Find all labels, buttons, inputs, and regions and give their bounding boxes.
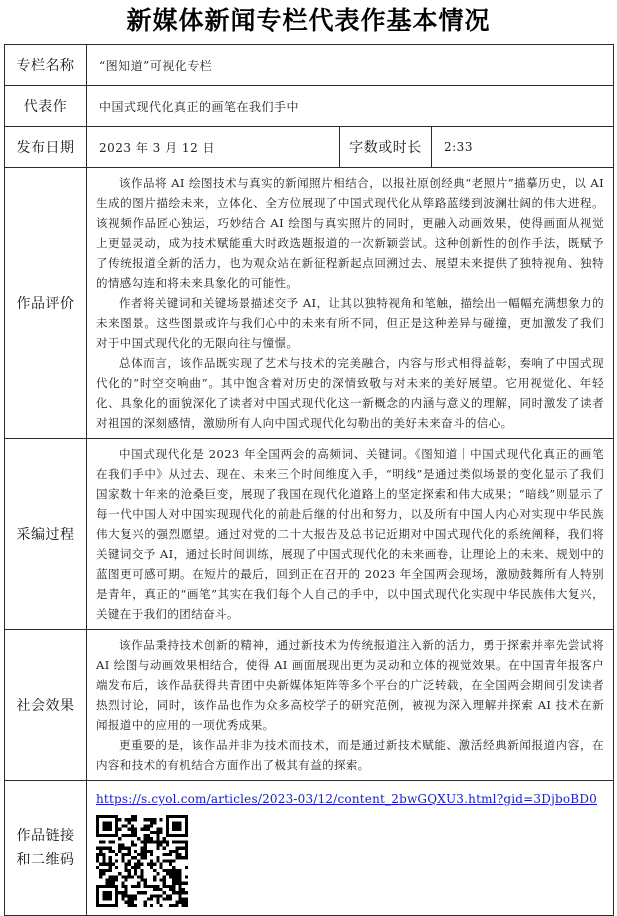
evaluation-paragraph-1: 该作品将 AI 绘图技术与真实的新闻照片相结合，以报社原创经典“老照片”描摹历史，以 AI 生成的图片描绘未来，立体化、全方位展现了中国式现代化从筚路蓝缕到波澜壮阔的伟大进程。该视频作品匠心独运，巧妙结合 AI 绘图与真实照片的同时，更融入动画效果，使得画面从视觉上更显灵动，成为技术赋能重大时政选题报道的一次新颖尝试。这种创新性的创作手法，既赋予了传统报道全新的活力，也为观众站在新征程新起点回溯过去、展望未来提供了独特视角、独特的情感勾连和将未来具象化的可能性。 [96,176,605,290]
process-content [87,439,614,630]
publish-date-value: 2023 年 3 月 12 日 [87,127,340,168]
publish-date-label: 发布日期 [5,127,87,168]
duration-label: 字数或时长 [340,127,432,168]
process-label: 采编过程 [5,439,87,630]
work-url-link[interactable]: https://s.cyol.com/articles/2023-03/12/content_2bwGQXU3.html?gid=3DjboBD0 [96,792,597,806]
row-representative-work [5,86,614,127]
row-column-name [5,45,614,86]
column-name-value: “图知道”可视化专栏 [87,45,614,86]
link-qr-label-line1: 作品链接 [16,828,75,844]
row-process [5,439,614,630]
social-effect-paragraph-1: 该作品秉持技术创新的精神，通过新技术为传统报道注入新的活力，勇于探索并率先尝试将 AI 绘图与动画效果相结合，使得 AI 画面展现出更为灵动和立体的视觉效果。在中国青年报客户端发布后，该作品获得共青团中央新媒体矩阵等多个平台的广泛转载，在全国两会期间引发读者热烈讨论，同时，该作品也作为众多高校学子的研究范例，被视为深入理解并探索 AI 技术在新闻报道中的应用的一项优秀成果。 [96,638,605,732]
representative-work-label: 代表作 [5,86,87,127]
column-name-label: 专栏名称 [5,45,87,86]
row-social-effect [5,630,614,781]
row-link-qr [5,781,614,916]
evaluation-label: 作品评价 [5,168,87,439]
link-qr-label-line2: 和二维码 [16,852,75,868]
link-qr-label [5,781,87,916]
evaluation-content [87,168,614,439]
evaluation-paragraph-3: 总体而言，该作品既实现了艺术与技术的完美融合，内容与形式相得益彰，奏响了中国式现代化的“时空交响曲”。其中饱含着对历史的深情致敬与对未来的美好展望。它用视觉化、年轻化、具象化的面貌深化了读者对中国式现代化这一新概念的内涵与意义的理解，同时激发了读者对祖国的深刻感情，激励所有人向中国式现代化勾勒出的美好未来奋斗的信心。 [96,356,605,430]
duration-value: 2:33 [432,127,614,168]
process-paragraph-1: 中国式现代化是 2023 年全国两会的高频词、关键词。《图知道｜中国式现代化真正的画笔在我们手中》从过去、现在、未来三个时间维度入手，“明线”是通过类似场景的变化显示了我们国家数十年来的沧桑巨变，展现了我国在现代化道路上的坚定探索和伟大成果；“暗线”则显示了每一代中国人对中国实现现代化的前赴后继的付出和努力，以及所有中国人内心对实现中华民族伟大复兴的强烈愿望。通过对党的二十大报告及总书记近期对中国式现代化的系统阐释，我们将关键词交予 AI，通过长时间训练，展现了中国式现代化的未来画卷，让理论上的未来、规划中的蓝图更可感可期。在短片的最后，回到正在召开的 2023 年全国两会现场，激励鼓舞所有人特别是青年，真正的“画笔”其实在我们每个人自己的手中，以中国式现代化实现中华民族伟大复兴，关键在于我们的团结奋斗。 [96,447,605,621]
page-title: 新媒体新闻专栏代表作基本情况 [126,6,491,35]
social-effect-paragraph-2: 更重要的是，该作品并非为技术而技术，而是通过新技术赋能、激活经典新闻报道内容，在内容和技术的有机结合方面作出了极其有益的探索。 [96,738,605,772]
link-qr-content [87,781,614,916]
row-publish-date [5,127,614,168]
info-table [4,44,614,916]
row-evaluation [5,168,614,439]
representative-work-value: 中国式现代化真正的画笔在我们手中 [87,86,614,127]
social-effect-label: 社会效果 [5,630,87,781]
qr-code [96,815,188,907]
evaluation-paragraph-2: 作者将关键词和关键场景描述交予 AI，让其以独特视角和笔触，描绘出一幅幅充满想象力的未来图景。这些图景或许与我们心中的未来有所不同，但正是这种差异与碰撞，更加激发了我们对于中国式现代化的无限向往与憧憬。 [96,296,605,350]
social-effect-content [87,630,614,781]
